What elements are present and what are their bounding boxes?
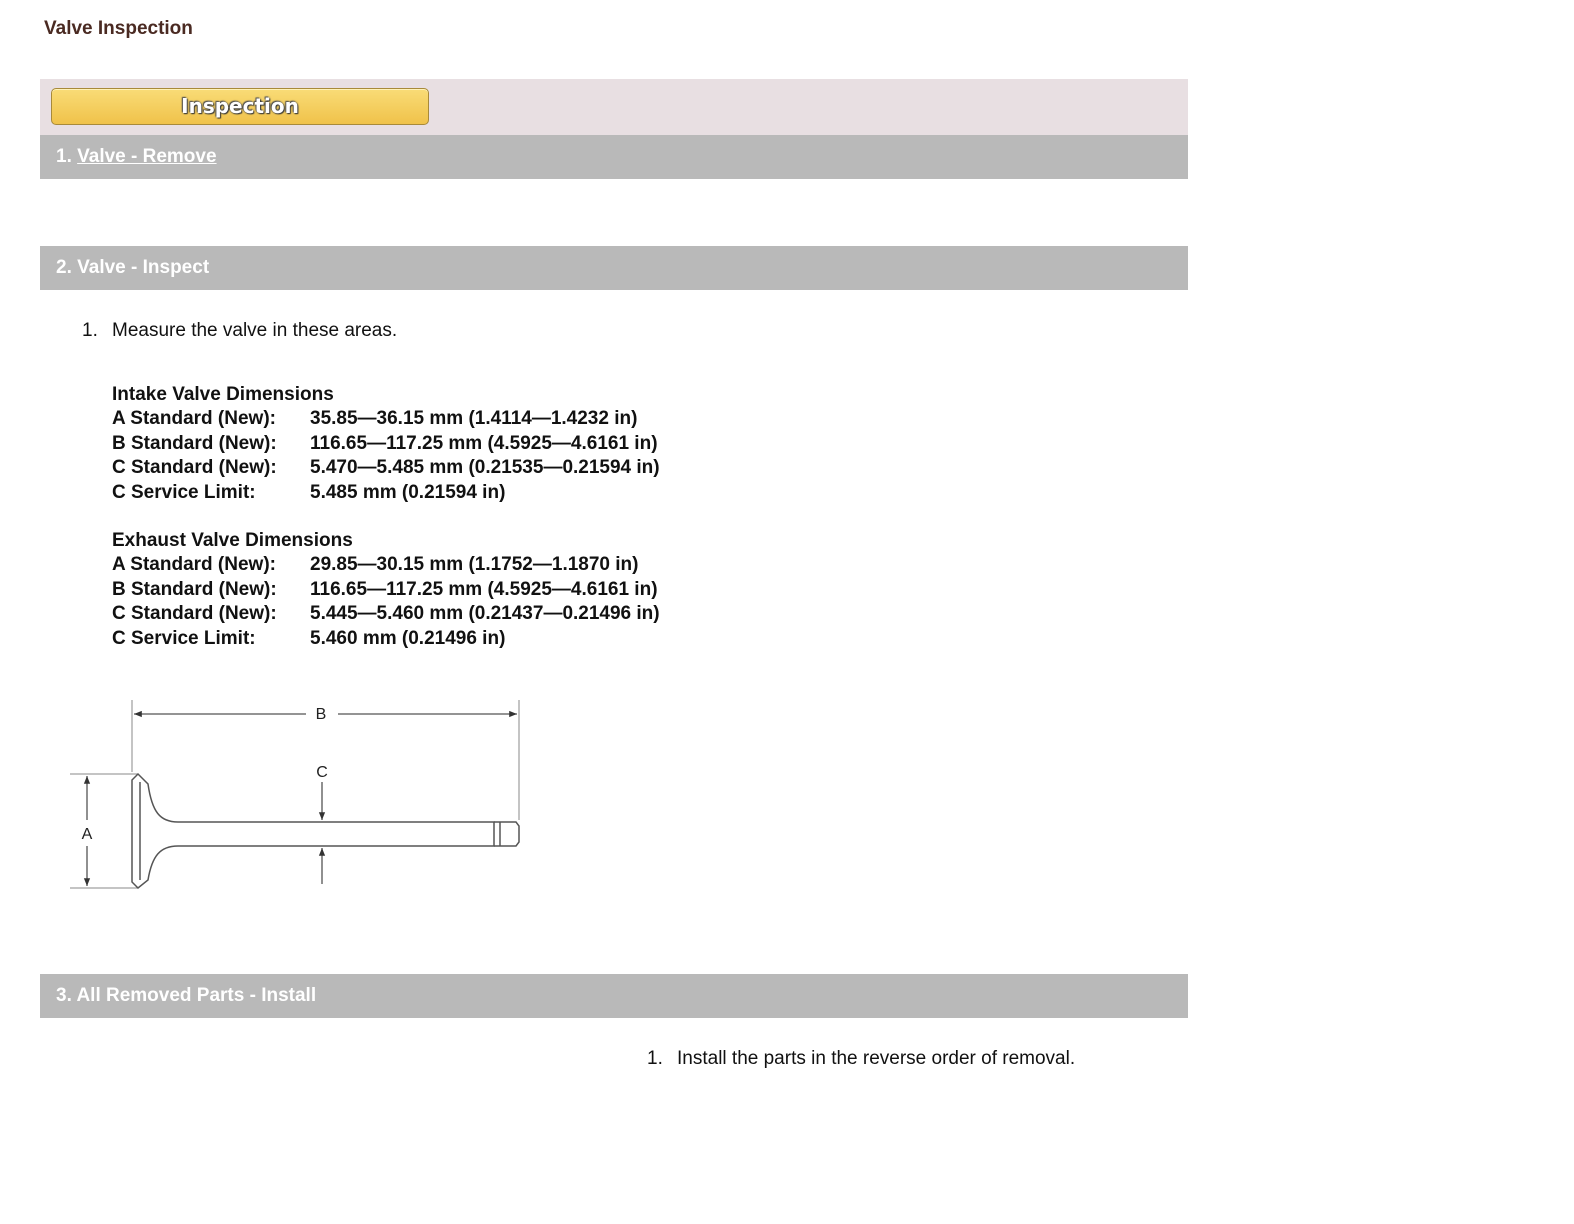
section-header-valve-remove [40, 135, 1188, 179]
spec-row [112, 407, 660, 431]
inspection-tab-button[interactable]: Inspection [51, 88, 429, 125]
spec-row [112, 627, 660, 651]
install-step [647, 1048, 1075, 1070]
exhaust-valve-dimensions [112, 529, 660, 651]
intake-heading: Intake Valve Dimensions [112, 384, 334, 405]
valve-outline [132, 774, 519, 888]
section-header-install [40, 974, 1188, 1018]
spec-label: A Standard (New): [112, 554, 276, 576]
spec-label: B Standard (New): [112, 578, 277, 600]
measure-step [82, 320, 397, 342]
spec-value: 116.65—117.25 mm (4.5925—4.6161 in) [310, 432, 658, 454]
spec-row [112, 578, 660, 602]
section-number: 2. [56, 257, 72, 278]
spec-row [112, 481, 660, 505]
section-number: 1. [56, 146, 72, 167]
label-c: C [316, 764, 328, 781]
step-text: Install the parts in the reverse order of removal. [677, 1048, 1076, 1069]
section-title: Valve - Inspect [77, 257, 210, 278]
spec-label: A Standard (New): [112, 408, 276, 430]
dimension-a [70, 774, 138, 888]
step-number: 1. [647, 1048, 663, 1069]
valve-remove-link[interactable]: Valve - Remove [77, 146, 217, 167]
valve-measurement-diagram [60, 690, 530, 900]
spec-row [112, 553, 660, 577]
spec-label: B Standard (New): [112, 432, 277, 454]
spec-value: 5.460 mm (0.21496 in) [310, 627, 506, 649]
section-number: 3. [56, 985, 72, 1006]
spec-value: 5.485 mm (0.21594 in) [310, 481, 506, 503]
spec-row [112, 602, 660, 626]
dimension-b [132, 700, 519, 820]
spec-label: C Standard (New): [112, 457, 277, 479]
intake-valve-dimensions [112, 383, 660, 505]
spec-value: 35.85—36.15 mm (1.4114—1.4232 in) [310, 408, 638, 430]
dimension-c [316, 764, 328, 884]
label-b: B [315, 706, 327, 723]
spec-value: 29.85—30.15 mm (1.1752—1.1870 in) [310, 554, 639, 576]
spec-row [112, 456, 660, 480]
step-text: Measure the valve in these areas. [112, 320, 398, 341]
spec-label: C Service Limit: [112, 627, 256, 649]
tab-strip [40, 79, 1188, 135]
spec-value: 5.470—5.485 mm (0.21535—0.21594 in) [310, 457, 660, 479]
page-title: Valve Inspection [44, 18, 193, 39]
section-title: All Removed Parts - Install [76, 985, 317, 1006]
spec-label: C Standard (New): [112, 603, 277, 625]
section-header-valve-inspect [40, 246, 1188, 290]
spec-value: 116.65—117.25 mm (4.5925—4.6161 in) [310, 578, 658, 600]
exhaust-heading: Exhaust Valve Dimensions [112, 530, 353, 551]
spec-row [112, 432, 660, 456]
spec-value: 5.445—5.460 mm (0.21437—0.21496 in) [310, 603, 660, 625]
spec-label: C Service Limit: [112, 481, 256, 503]
step-number: 1. [82, 320, 98, 341]
label-a: A [81, 826, 93, 843]
